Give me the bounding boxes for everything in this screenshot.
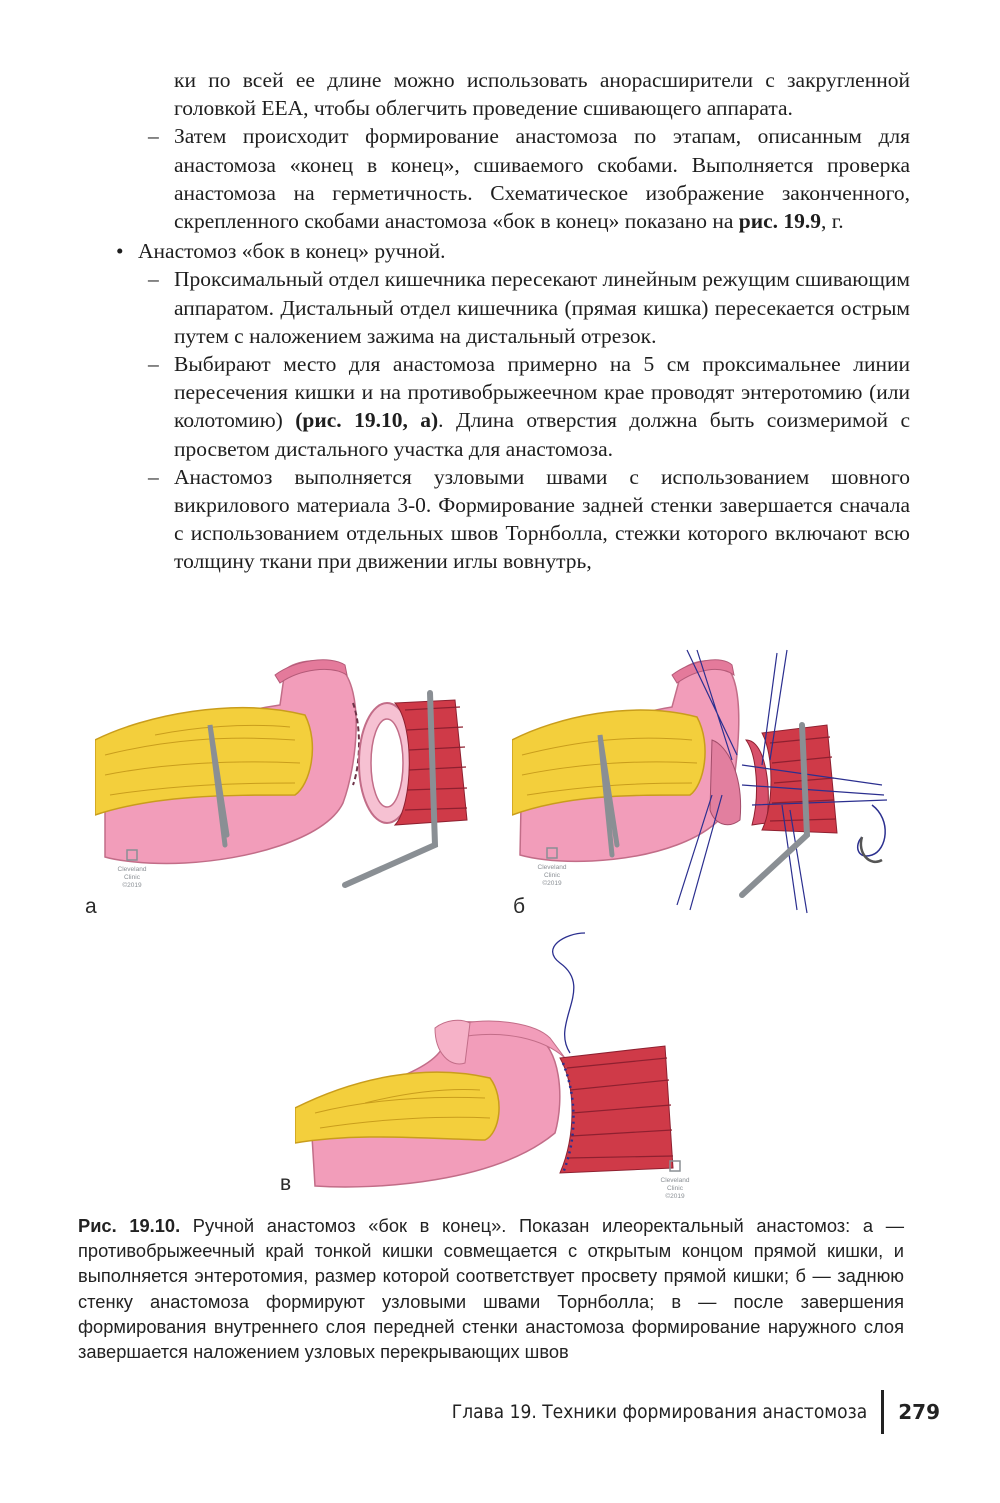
illustration-completed-anastomosis	[295, 928, 715, 1203]
dash-item-sutures: – Анастомоз выполняется узловыми швами с использованием шовного викрилового материала 3-0. Формирование задней стенки завершается сначала с использованием отдельных швов Торнболла, стежки которого включают всю толщину ткани при движении иглы вовнутрь,	[174, 463, 910, 576]
watermark-clinic: Clinic	[544, 872, 560, 879]
paragraph-continuation: ки по всей ее длине можно использовать анорасширители с закругленной головкой EEA, чтобы облегчить проведение сшивающего аппарата.	[174, 68, 910, 121]
dash-item-formation	[174, 122, 910, 235]
watermark-cleveland: Cleveland	[660, 1177, 690, 1184]
illustration-posterior-wall	[512, 645, 912, 920]
dash-item-text: Выбирают место для анастомоза примерно на 5 см проксимальнее линии пересечения кишки и на противобрыжеечном крае проводят энтеротомию (или колотомию)	[174, 352, 910, 433]
dash-item-text-end: . Длина отверстия должна быть соизмеримой с просветом дистального участка для анастомоза.	[174, 408, 910, 461]
watermark-cleveland: Cleveland	[537, 864, 567, 871]
watermark-clinic: Clinic	[124, 874, 140, 881]
figure-reference: рис. 19.9	[738, 209, 822, 234]
dash-item-text-end: , г.	[821, 209, 844, 234]
bullet-item-manual-anastomosis: • Анастомоз «бок в конец» ручной.	[138, 237, 910, 265]
panel-label-c: в	[280, 1172, 292, 1195]
watermark-copyright: ©2019	[665, 1193, 685, 1200]
dash-item-site	[174, 350, 910, 463]
dash-item-text: Затем происходит формирование анастомоза по этапам, описанным для анастомоза «конец в конец», сшиваемого скобами. Выполняется проверка анастомоза на герметичность. Схематическое изображение законченного, скрепленного скобами анастомоза «бок в конец» показано на	[174, 124, 910, 234]
watermark-cleveland: Cleveland	[117, 866, 147, 873]
figure-panel-c	[295, 928, 715, 1203]
caption-label: Рис. 19.10.	[78, 1215, 181, 1236]
watermark-clinic: Clinic	[667, 1185, 683, 1192]
figure-panel-a	[95, 645, 495, 895]
figure-caption	[78, 1213, 904, 1364]
page-number: 279	[898, 1400, 940, 1424]
figure-panel-b	[512, 645, 912, 920]
body-text	[110, 66, 910, 576]
panel-label-a: а	[85, 895, 97, 918]
watermark-copyright: ©2019	[542, 880, 562, 887]
figure-reference: (рис. 19.10, а)	[295, 408, 439, 433]
caption-text: Ручной анастомоз «бок в конец». Показан илеоректальный анастомоз: а — противобрыжеечный край тонкой кишки совмещается с открытым концом прямой кишки, и выполняется энтеротомия, размер которой соответствует просвету прямой кишки; б — заднюю стенку анастомоза формируют узловыми швами Торнболла; в — после завершения формирования внутреннего слоя передней стенки анастомоза формирование наружного слоя завершается наложением узловых перекрывающих швов	[78, 1215, 904, 1363]
dash-item-proximal: – Проксимальный отдел кишечника пересекают линейным режущим сшивающим аппаратом. Дистальный отдел кишечника (прямая кишка) пересекается острым путем с наложением зажима на дистальный отрезок.	[174, 265, 910, 350]
chapter-title: Глава 19. Техники формирования анастомоза	[451, 1401, 867, 1423]
page-footer	[404, 1390, 940, 1434]
panel-label-b: б	[513, 895, 526, 918]
illustration-enterotomy	[95, 645, 495, 895]
watermark-copyright: ©2019	[122, 882, 142, 889]
